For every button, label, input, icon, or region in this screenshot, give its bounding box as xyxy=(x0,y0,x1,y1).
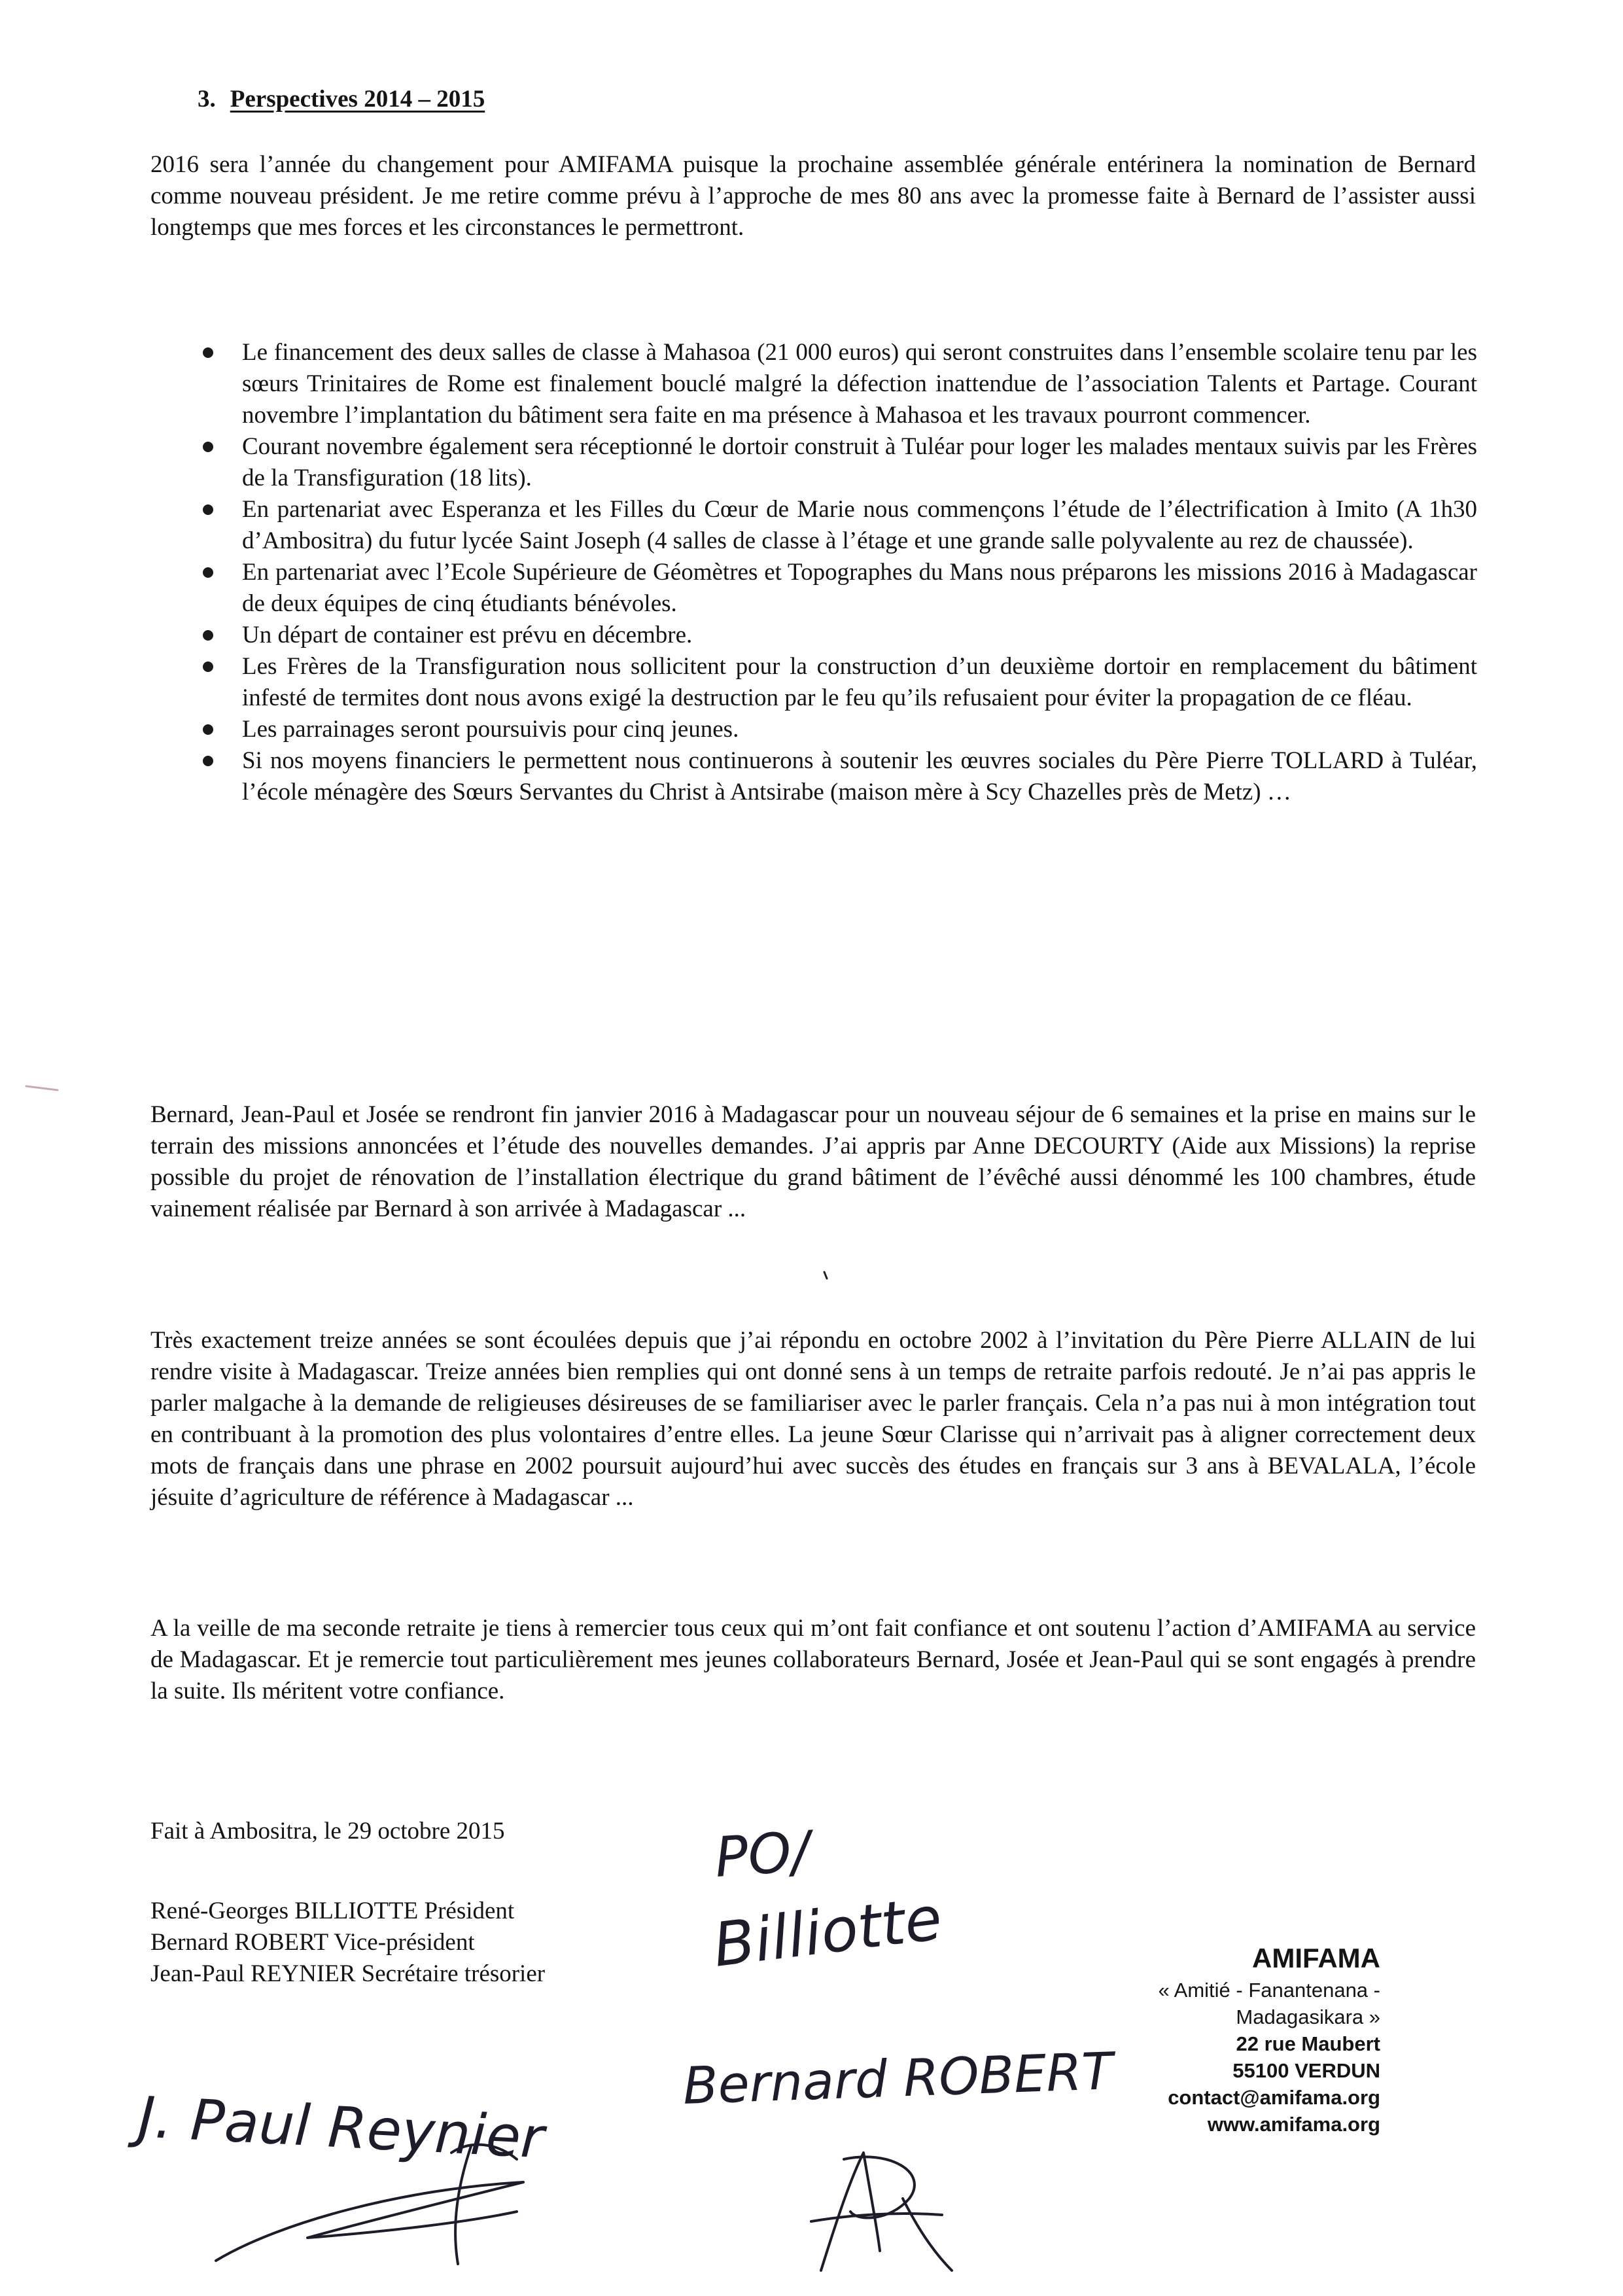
robert-handwriting: Bernard ROBERT xyxy=(682,2042,1114,2116)
organization-tagline: « Amitié - Fanantenana - Madagasikara » xyxy=(1158,1979,1380,2028)
organization-city: 55100 VERDUN xyxy=(1232,2059,1380,2082)
signatory-vice-president: Bernard ROBERT Vice-président xyxy=(150,1929,475,1956)
organization-website: www.amifama.org xyxy=(1207,2113,1380,2136)
paragraph-thirteen-years: Très exactement treize années se sont écoulées depuis que j’ai répondu en octobre 2002 à l’invitation du Père Pierre ALLAIN de lui rendre visite à Madagascar. Treize années bien remplies qui ont donné sens à un temps de retraite parfois redouté. Je n’ai pas appris le parler malgache à la demande de religieuses désireuses de se familiariser avec le parler français. Cela n’a pas nui à mon intégration tout en contribuant à la promotion des plus volontaires d’entre elles. La jeune Sœur Clarisse qui n’arrivait pas à aligner correctement deux mots de français dans une phrase en 2002 poursuit aujourd’hui avec succès des études en français sur 3 ans à BEVALALA, l’école jésuite d’agriculture de référence à Madagascar ... xyxy=(150,1327,1476,1511)
list-item-text: Le financement des deux salles de classe à Mahasoa (21 000 euros) qui seront construites dans l’ensemble scolaire tenu par les sœurs Trinitaires de Rome est finalement bouclé malgré la défection inattendue de l’association Talents et Partage. Courant novembre l’implantation du bâtiment sera faite en ma présence à Mahasoa et les travaux pourront commencer. xyxy=(242,339,1477,429)
list-item-text: Un départ de container est prévu en décembre. xyxy=(242,622,693,648)
reynier-flourish xyxy=(216,2182,523,2261)
signatory-president: René-Georges BILLIOTTE Président xyxy=(150,1898,515,1924)
billiotte-handwriting: Billiotte xyxy=(709,1882,946,1981)
list-item-text: Les Frères de la Transfiguration nous sollicitent pour la construction d’un deuxième dortoir en remplacement du bâtiment infesté de termites dont nous avons exigé la destruction par le feu qu’ils refusaient pour éviter la propagation de ce fléau. xyxy=(242,653,1477,711)
po-handwriting: PO/ xyxy=(712,1819,812,1890)
scan-mark xyxy=(824,1272,827,1279)
intro-paragraph: 2016 sera l’année du changement pour AMIFAMA puisque la prochaine assemblée générale entérinera la nomination de Bernard comme nouveau président. Je me retire comme prévu à l’approche de mes 80 ans avec la promesse faite à Bernard de l’assister aussi longtemps que mes forces et les circonstances le permettront. xyxy=(150,151,1476,241)
reynier-signature xyxy=(127,2084,549,2264)
organization-name: AMIFAMA xyxy=(1252,1943,1380,1973)
list-item-text: En partenariat avec Esperanza et les Filles du Cœur de Marie nous commençons l’étude de l’électrification à Imito (A 1h30 d’Ambositra) du futur lycée Saint Joseph (4 salles de classe à l’étage et une grande salle polyvalente au rez de chaussée). xyxy=(242,496,1477,554)
robert-flourish xyxy=(903,2199,952,2270)
section-title: Perspectives 2014 – 2015 xyxy=(230,86,485,113)
organization-email: contact@amifama.org xyxy=(1168,2086,1380,2109)
robert-signature xyxy=(682,2042,1117,2270)
section-number: 3. xyxy=(198,86,216,113)
list-item-text: En partenariat avec l’Ecole Supérieure de Géomètres et Topographes du Mans nous préparons les missions 2016 à Madagascar de deux équipes de cinq étudiants bénévoles. xyxy=(242,559,1477,617)
billiotte-signature xyxy=(710,1819,946,1981)
reynier-handwriting: J. Paul Reynier xyxy=(136,2085,546,2172)
scan-mark xyxy=(26,1086,58,1090)
closing-place-date: Fait à Ambositra, le 29 octobre 2015 xyxy=(150,1818,505,1845)
organization-street: 22 rue Maubert xyxy=(1236,2032,1380,2055)
signatory-treasurer: Jean-Paul REYNIER Secrétaire trésorier xyxy=(150,1960,546,1987)
list-item-text: Les parrainages seront poursuivis pour cinq jeunes. xyxy=(242,716,739,743)
robert-flourish xyxy=(844,2157,915,2217)
list-item-text: Si nos moyens financiers le permettent nous continuerons à soutenir les œuvres sociales du Père Pierre TOLLARD à Tuléar, l’école ménagère des Sœurs Servantes du Christ à Antsirabe (maison mère à Scy Chazelles près de Metz) … xyxy=(242,747,1477,805)
paragraph-upcoming-trip: Bernard, Jean-Paul et Josée se rendront fin janvier 2016 à Madagascar pour un nouveau séjour de 6 semaines et la prise en mains sur le terrain des missions annoncées et l’étude des nouvelles demandes. J’ai appris par Anne DECOURTY (Aide aux Missions) la reprise possible du projet de rénovation de l’installation électrique du grand bâtiment de l’évêché aussi dénommé les 100 chambres, étude vainement réalisée par Bernard à son arrivée à Madagascar ... xyxy=(150,1101,1476,1222)
paragraph-thanks: A la veille de ma seconde retraite je tiens à remercier tous ceux qui m’ont fait confiance et ont soutenu l’action d’AMIFAMA au service de Madagascar. Et je remercie tout particulièrement mes jeunes collaborateurs Bernard, Josée et Jean-Paul qui se sont engagés à prendre la suite. Ils méritent votre confiance. xyxy=(150,1615,1476,1704)
list-item-text: Courant novembre également sera réceptionné le dortoir construit à Tuléar pour loger les malades mentaux suivis par les Frères de la Transfiguration (18 lits). xyxy=(242,433,1477,491)
